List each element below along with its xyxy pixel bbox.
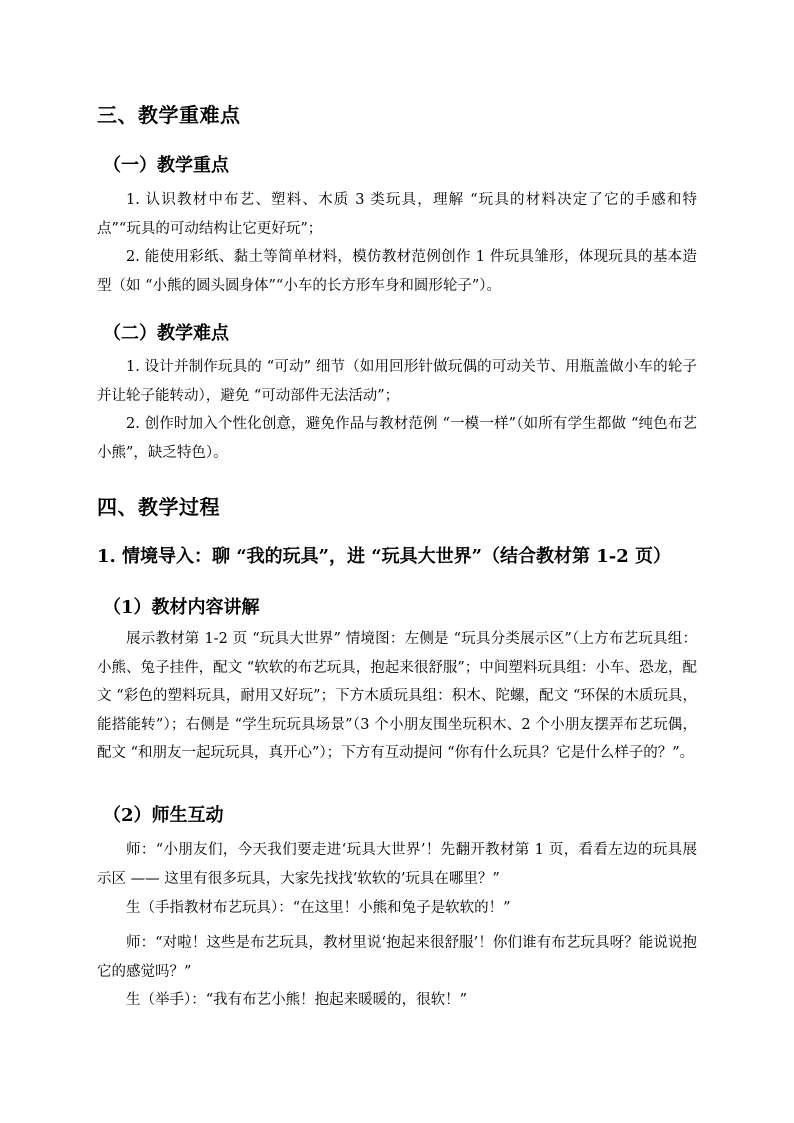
dialogue-line: 师：“对啦！这些是布艺玩具，教材里说‘抱起来很舒服’！你们谁有布艺玩具呀？能说说抱它的感觉吗？”: [97, 935, 697, 980]
section-4-1-1-heading: （1）教材内容讲解: [103, 597, 260, 618]
section-4-heading: 四、教学过程: [97, 495, 220, 519]
paragraph: 2. 创作时加入个性化创意，避免作品与教材范例 “一模一样”（如所有学生都做 “纯色布艺小熊”，缺乏特色）。: [97, 416, 697, 461]
paragraph: 1. 认识教材中布艺、塑料、木质 3 类玩具，理解 “玩具的材料决定了它的手感和特点”“玩具的可动结构让它更好玩”；: [97, 192, 697, 237]
paragraph: 展示教材第 1-2 页 “玩具大世界” 情境图：左侧是 “玩具分类展示区”（上方布艺玩具组：小熊、兔子挂件，配文 “软软的布艺玩具，抱起来很舒服”；中间塑料玩具组：小车、恐龙，配文 “彩色的塑料玩具，耐用又好玩”；下方木质玩具组：积木、陀螺，配文 “环保的木质玩具，能搭能转”）；右侧是 “学生玩玩具场景”（3 个小朋友围坐玩积木、2 个小朋友摆弄布艺玩偶，配文 “和朋友一起玩玩具，真开心”）；下方有互动提问 “你有什么玩具？它是什么样子的？”。: [97, 631, 697, 761]
dialogue-line: 生（手指教材布艺玩具）：“在这里！小熊和兔子是软软的！”: [126, 900, 511, 916]
section-4-1-2-heading: （2）师生互动: [103, 805, 224, 826]
dialogue-line: 生（举手）：“我有布艺小熊！抱起来暖暖的，很软！”: [126, 992, 468, 1008]
paragraph: 2. 能使用彩纸、黏土等简单材料，模仿教材范例创作 1 件玩具雏形，体现玩具的基本造型（如 “小熊的圆头圆身体”“小车的长方形车身和圆形轮子”）。: [97, 249, 697, 294]
section-3-heading: 三、教学重难点: [97, 103, 241, 127]
dialogue-line: 师：“小朋友们，今天我们要走进‘玩具大世界’！先翻开教材第 1 页，看看左边的玩具展示区 —— 这里有很多玩具，大家先找找‘软软的’玩具在哪里？”: [97, 842, 697, 887]
section-3-1-heading: （一）教学重点: [103, 155, 229, 176]
section-3-2-heading: （二）教学难点: [103, 323, 229, 344]
section-4-1-heading: 1. 情境导入：聊 “我的玩具”，进 “玩具大世界”（结合教材第 1-2 页）: [97, 546, 672, 567]
paragraph: 1. 设计并制作玩具的 “可动” 细节（如用回形针做玩偶的可动关节、用瓶盖做小车的轮子并让轮子能转动），避免 “可动部件无法活动”；: [97, 359, 697, 404]
